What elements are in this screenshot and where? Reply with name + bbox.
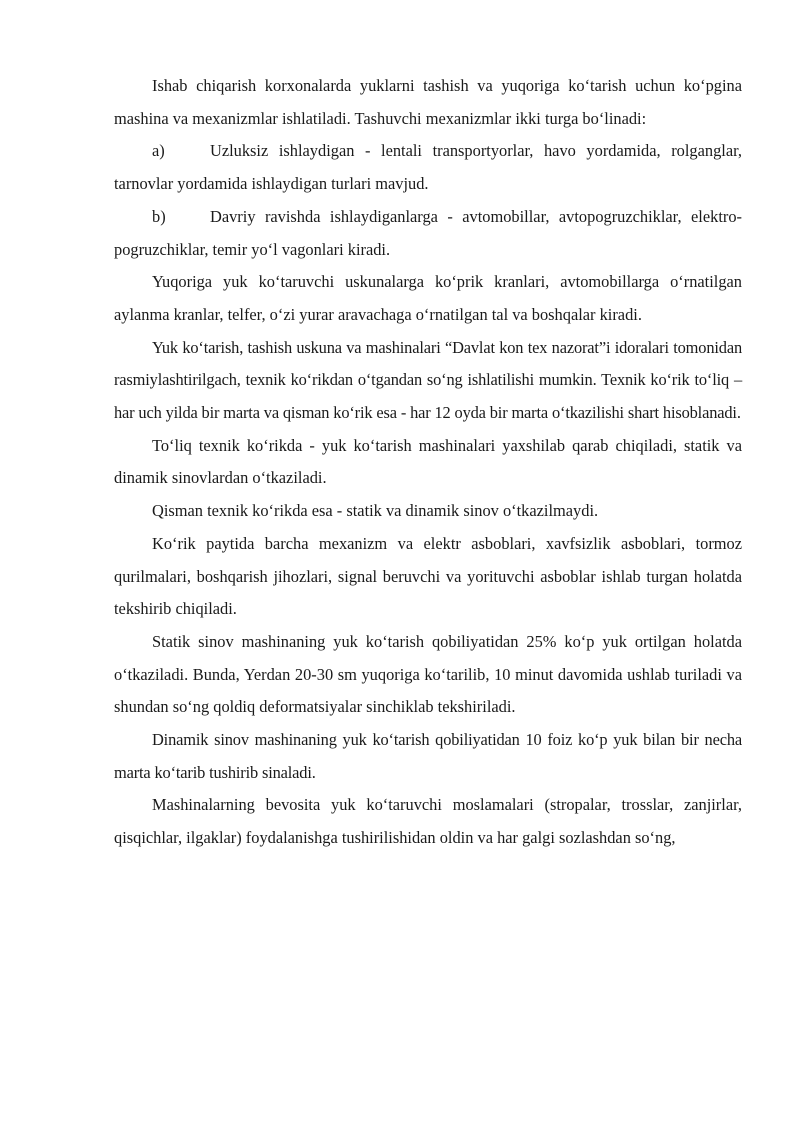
list-item-text: Davriy ravishda ishlaydiganlarga - avtomobillar, avtopogruzchiklar, elektro-pogruzchiklar, temir yo‘l vagonlari kiradi. [114, 206, 742, 259]
paragraph-static-test: Statik sinov mashinaning yuk ko‘tarish qobiliyatidan 25% ko‘p yuk ortilgan holatda o‘tkaziladi. Bunda, Yerdan 20-30 sm yuqoriga ko‘tarilib, 10 minut davomida ushlab turiladi va shundan so‘ng qoldiq deformatsiyalar sinchiklab tekshiriladi. [114, 631, 742, 717]
paragraph-full-inspection: To‘liq texnik ko‘rikda - yuk ko‘tarish mashinalari yaxshilab qarab chiqiladi, statik va dinamik sinovlardan o‘tkaziladi. [114, 435, 742, 488]
list-item-a [114, 135, 742, 200]
paragraph-lifting-equipment: Yuqoriga yuk ko‘taruvchi uskunalarga ko‘prik kranlari, avtomobillarga o‘rnatilgan aylanma kranlar, telfer, o‘zi yurar aravachaga o‘rnatilgan tal va boshqalar kiradi. [114, 272, 742, 324]
paragraph-intro: Ishab chiqarish korxonalarda yuklarni tashish va yuqoriga ko‘tarish uchun ko‘pgina mashina va mexanizmlar ishlatiladi. Tashuvchi mexanizmlar ikki turga bo‘linadi: [114, 76, 742, 128]
list-item-b [114, 201, 742, 266]
document-body [114, 70, 742, 855]
list-item-text: Uzluksiz ishlaydigan - lentali transportyorlar, havo yordamida, rolganglar, tarnovlar yordamida ishlaydigan turlari mavjud. [114, 141, 742, 194]
paragraph-dynamic-test: Dinamik sinov mashinaning yuk ko‘tarish qobiliyatidan 10 foiz ko‘p yuk bilan bir necha marta ko‘tarib tushirib sinaladi. [114, 730, 742, 782]
paragraph-inspection-checks: Ko‘rik paytida barcha mexanizm va elektr asboblari, xavfsizlik asboblari, tormoz qurilmalari, boshqarish jihozlari, signal beruvchi va yorituvchi asboblar ishlab turgan holatda tekshirib chiqiladi. [114, 533, 742, 619]
paragraph-partial-inspection: Qisman texnik ko‘rikda esa - statik va dinamik sinov o‘tkazilmaydi. [152, 501, 599, 521]
list-marker: b) [152, 206, 166, 226]
paragraph-lifting-devices: Mashinalarning bevosita yuk ko‘taruvchi moslamalari (stropalar, trosslar, zanjirlar, qisqichlar, ilgaklar) foydalanishga tushirilishidan oldin va har galgi sozlashdan so‘ng, [114, 795, 742, 848]
paragraph-inspection: Yuk ko‘tarish, tashish uskuna va mashinalari “Davlat kon tex nazorat”i idoralari tomonidan rasmiylashtirilgach, texnik ko‘rikdan o‘tgandan so‘ng ishlatilishi mumkin. Texnik ko‘rik to‘liq – har uch yilda bir marta va qisman ko‘rik esa - har 12 oyda bir marta o‘tkazilishi shart hisoblanadi. [114, 337, 742, 423]
list-marker: a) [152, 141, 165, 161]
